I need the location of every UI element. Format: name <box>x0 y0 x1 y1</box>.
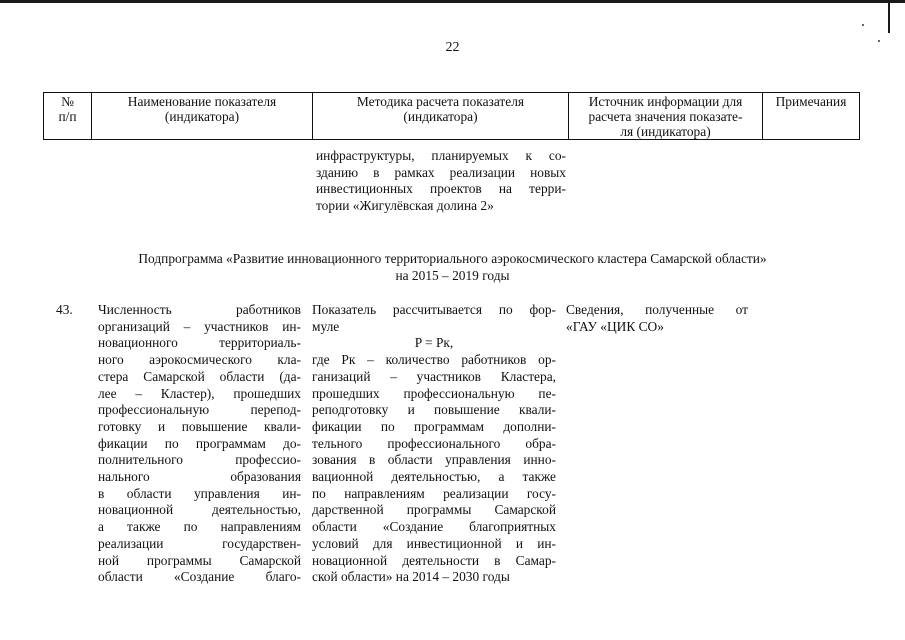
scan-edge-top <box>0 0 905 3</box>
header-method: Методика расчета показателя (индикатора) <box>313 93 569 140</box>
row-number: 43. <box>56 302 73 317</box>
header-indicator-name: Наименование показателя (индикатора) <box>92 93 313 140</box>
header-notes: Примечания <box>763 93 860 140</box>
continuation-method-text: инфраструктуры, планируемых к со- зданию в рамках реализации новых инвестиционных проектов на терри- тории «Жигулёвская долина 2» <box>316 148 566 214</box>
row-method-text: Показатель рассчитывается по фор- муле P = Рк, где Рк – количество работников ор- ганизаций – участников Кластера, прошедших профессиональную пе- реподготовку и повышение квали- фикации по программам дополни- тельного профессионального обра- зования в области управления инно- вационной деятельностью, а также по направлениям реализации госу- дарственной программы Самарской области «Создание благоприятных условий для инвестиционной и ин- новационной деятельности в Самар- ской области» на 2014 – 2030 годы <box>312 302 556 585</box>
scan-edge-right <box>888 3 890 33</box>
scan-speck <box>862 24 864 26</box>
header-number: № п/п <box>44 93 92 140</box>
indicator-table-header <box>43 92 860 140</box>
row-indicator-name: Численность работников организаций – участников ин- новационного территориаль- ного аэрокосмического кла- стера Самарской области (да- лее – Кластер), прошедших профессиональную перепод- готовку и повышение квали- фикации по программам до- полнительного профессио- нального образования в области управления ин- новационной деятельностью, а также по направлениям реализации государствен- ной программы Самарской области «Создание благо- <box>98 302 301 585</box>
header-source: Источник информации для расчета значения показате- ля (индикатора) <box>569 93 763 140</box>
page-number: 22 <box>445 40 460 55</box>
row-source-text: Сведения, полученные от «ГАУ «ЦИК СО» <box>566 302 748 334</box>
subprogram-title: Подпрограмма «Развитие инновационного территориального аэрокосмического кластера Самарской области» на 2015 – 2019 годы <box>138 251 767 283</box>
formula: P = Рк, <box>414 335 454 351</box>
